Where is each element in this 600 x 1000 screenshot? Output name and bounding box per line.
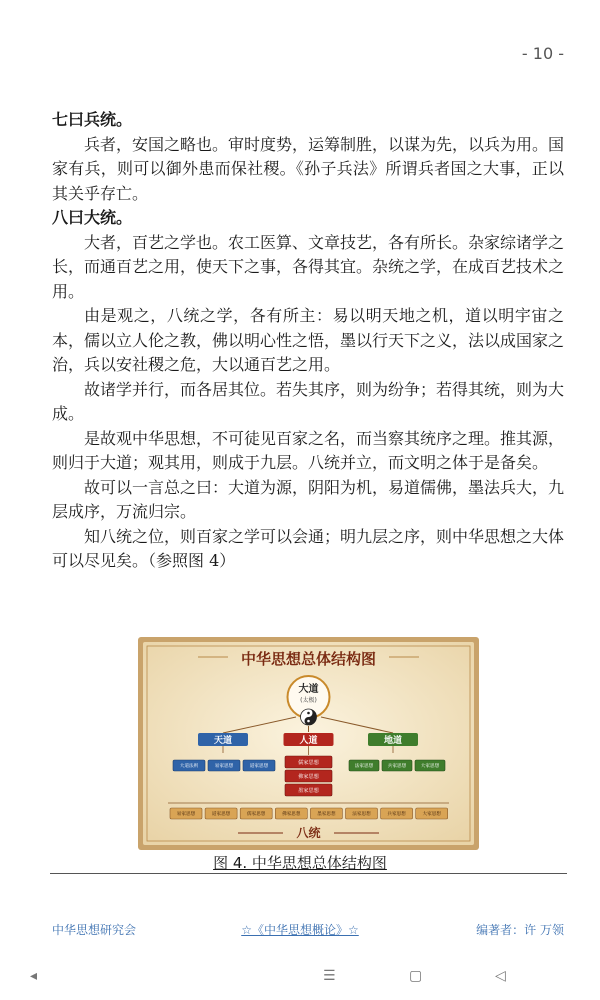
tian-item-label: 道家思想 xyxy=(249,764,269,770)
system-nav-bar xyxy=(0,968,600,996)
bottom-item-label: 佛家思想 xyxy=(282,812,301,818)
menu-icon[interactable]: ☰ xyxy=(323,968,336,984)
branch-tian-label: 天道 xyxy=(213,736,233,746)
root-label: 大道 xyxy=(298,684,319,695)
branch-ren-label: 人道 xyxy=(299,736,318,746)
back-arrow-icon[interactable]: ◂ xyxy=(30,968,38,984)
body-paragraph: 大者，百艺之学也。农工医算、文章技艺，各有所长。杂家综诸学之长，而通百艺之用，使天下之事，各得其宜。杂统之学，在成百艺技术之用。 xyxy=(52,232,565,301)
bottom-label: 八统 xyxy=(296,826,321,840)
di-item-label: 大家思想 xyxy=(420,764,440,770)
ren-item-label: 佛家思想 xyxy=(298,773,319,780)
root-sub-label: (太极) xyxy=(300,697,317,704)
bottom-item-label: 儒家思想 xyxy=(247,812,266,818)
ren-item-label: 墨家思想 xyxy=(298,787,319,794)
figure-title: 中华思想总体结构图 xyxy=(240,650,377,668)
body-paragraph: 是故观中华思想，不可徒见百家之名，而当察其统序之理。推其源，则归于大道；观其用，则成于九层。八统并立，而文明之体于是备矣。 xyxy=(52,428,565,472)
ren-item-label: 儒家思想 xyxy=(298,759,319,766)
bottom-item-label: 道家思想 xyxy=(211,812,231,818)
body-paragraph: 知八统之位，则百家之学可以会通；明九层之序，则中华思想之大体可以尽见矣。（参照图 4） xyxy=(52,526,565,570)
tian-item-label: 易家思想 xyxy=(214,764,234,770)
caption-text: 图 4. 中华思想总体结构图 xyxy=(213,854,387,872)
section-heading: 七曰兵统。 xyxy=(52,110,133,129)
yin-yang-icon xyxy=(301,709,317,725)
bottom-item-label: 法家思想 xyxy=(352,812,371,818)
page-number: - 10 - xyxy=(521,44,564,63)
section-heading: 八曰大统。 xyxy=(52,208,133,227)
bottom-item-label: 易家思想 xyxy=(176,812,196,818)
bottom-item-label: 墨家思想 xyxy=(317,812,336,818)
footer-organization: 中华思想研究会 xyxy=(52,923,137,937)
document-body xyxy=(52,108,564,574)
footer-divider xyxy=(50,873,567,874)
home-icon[interactable]: ▢ xyxy=(409,968,423,984)
body-paragraph: 兵者，安国之略也。审时度势，运筹制胜，以谋为先，以兵为用。国家有兵，则可以御外患而保社稷。《孙子兵法》所谓兵者国之大事，正以其关乎存亡。 xyxy=(52,134,565,203)
body-paragraph: 故诸学并行，而各居其位。若失其序，则为纷争；若得其统，则为大成。 xyxy=(52,379,565,423)
body-paragraph: 由是观之，八统之学，各有所主：易以明天地之机，道以明宇宙之本，儒以立人伦之教，佛以明心性之悟，墨以行天下之义，法以成国家之治，兵以安社稷之危，大以通百艺之用。 xyxy=(52,306,565,374)
structure-diagram-figure xyxy=(138,637,479,850)
di-item-label: 法家思想 xyxy=(354,764,374,770)
body-paragraph: 故可以一言总之曰：大道为源，阴阳为机，易道儒佛，墨法兵大，九层成序，万流归宗。 xyxy=(52,477,565,521)
tian-item-label: 大道法则 xyxy=(179,764,199,770)
di-item-label: 兵家思想 xyxy=(387,764,407,770)
return-icon[interactable]: ◁ xyxy=(495,968,506,984)
bottom-item-label: 兵家思想 xyxy=(387,812,406,818)
footer-book-title-text: ☆《中华思想概论》☆ xyxy=(241,923,359,937)
footer-author: 编著者：许 万领 xyxy=(476,923,564,937)
bottom-item-label: 大家思想 xyxy=(422,812,441,818)
figure-caption xyxy=(0,852,600,873)
branch-di-label: 地道 xyxy=(383,736,403,746)
